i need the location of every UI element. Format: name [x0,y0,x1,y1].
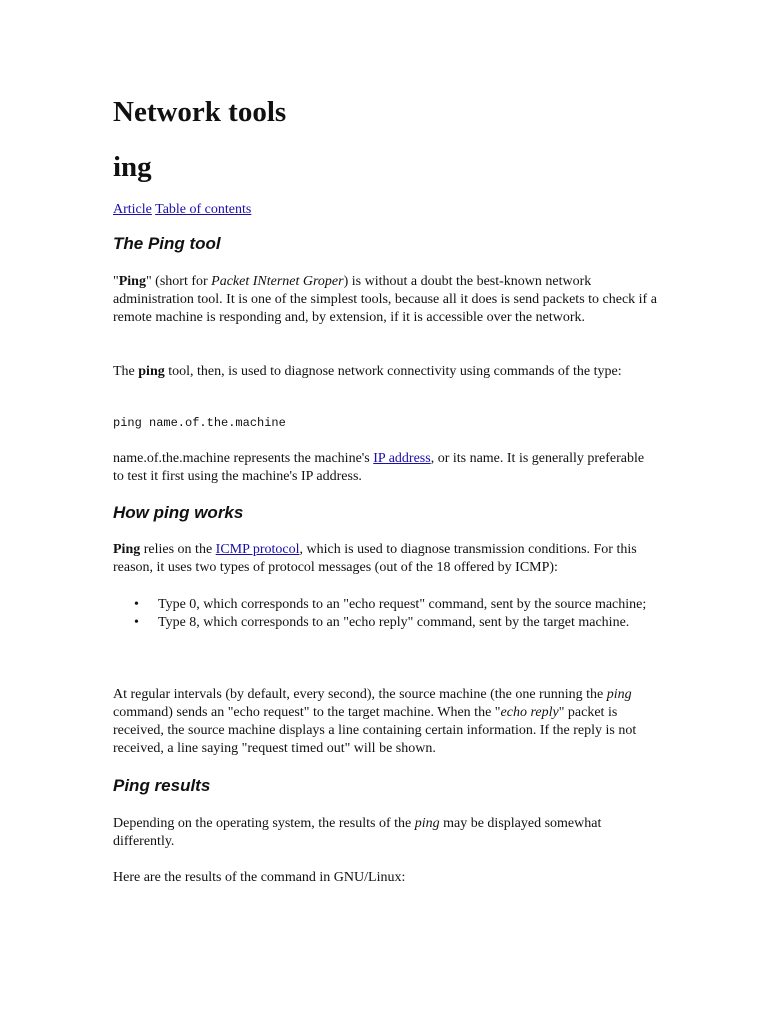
paragraph-ping-usage [113,363,658,381]
text: " packet is received, the source machine displays a line containing certain information. If the reply is not received, a line saying "request timed out" will be shown. [113,705,637,756]
text: " [113,274,119,289]
paragraph-intervals [113,686,658,758]
text: " (short for [145,274,212,289]
bold-text: Ping [113,542,141,557]
list-item-text: Type 0, which corresponds to an "echo request" command, sent by the source machine; [158,597,647,612]
paragraph-linux-results: Here are the results of the command in GNU/Linux: [113,870,406,885]
toc-link[interactable]: Table of contents [155,202,252,217]
text: Depending on the operating system, the results of the [113,816,415,831]
section-heading-ping-tool: The Ping tool [113,234,221,253]
text: relies on the [140,542,216,557]
text: tool, then, is used to diagnose network connectivity using commands of the type: [164,364,622,379]
list-item [134,614,658,632]
paragraph-os-results [113,815,658,851]
italic-text: Packet INternet Groper [211,274,344,289]
italic-text: echo reply [500,705,559,720]
text: command) sends an "echo request" to the target machine. When the " [113,705,501,720]
icmp-protocol-link[interactable]: ICMP protocol [215,542,300,557]
paragraph-machine-name [113,450,658,486]
message-types-list [113,596,658,632]
article-link[interactable]: Article [113,202,152,217]
page-subtitle: ing [113,151,152,183]
paragraph-ping-intro [113,273,658,327]
list-item [134,596,658,614]
list-item-text: Type 8, which corresponds to an "echo reply" command, sent by the target machine. [158,615,630,630]
section-heading-ping-results: Ping results [113,776,211,795]
bold-text: ping [138,364,165,379]
text: may be displayed somewhat differently. [113,816,602,849]
article-links [113,201,251,219]
text: The [113,364,139,379]
paragraph-icmp [113,541,658,577]
bullet-icon: • [134,615,139,630]
code-snippet: ping name.of.the.machine [113,416,286,430]
section-heading-how-ping-works: How ping works [113,503,244,522]
bullet-icon: • [134,597,139,612]
bold-text: Ping [118,274,146,289]
text: ) is without a doubt the best-known network administration tool. It is one of the simplest tools, because all it does is send packets to check if a remote machine is responding and, by extension, if it is accessible over the network. [113,274,657,325]
page-title: Network tools [113,96,287,128]
text: , or its name. It is generally preferable to test it first using the machine's IP address. [113,451,645,484]
ip-address-link[interactable]: IP address [373,451,431,466]
text: At regular intervals (by default, every second), the source machine (the one running the [113,687,607,702]
italic-text: ping [414,816,440,831]
text: name.of.the.machine represents the machine's [113,451,374,466]
text: , which is used to diagnose transmission conditions. For this reason, it uses two types of protocol messages (out of the 18 offered by ICMP): [113,542,637,575]
italic-text: ping [606,687,632,702]
